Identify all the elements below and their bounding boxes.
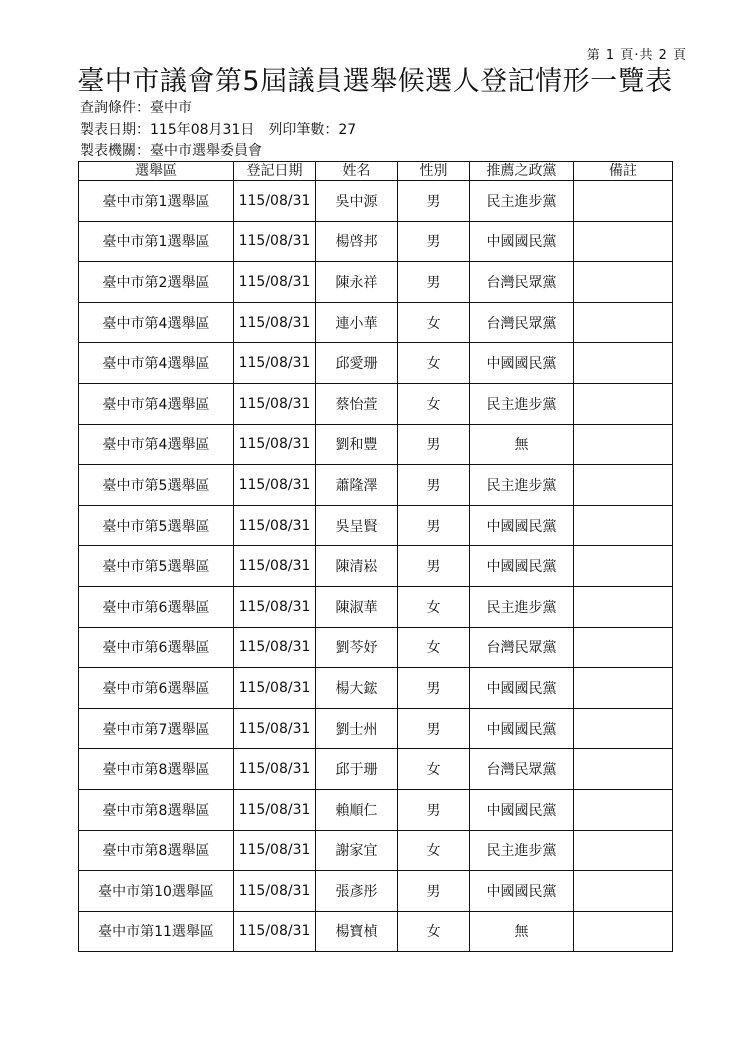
- cell-district: 臺中市第2選舉區: [79, 262, 234, 303]
- cell-note: [574, 383, 673, 424]
- cell-sex: 男: [398, 465, 470, 506]
- cell-sex: 男: [398, 708, 470, 749]
- issuing-agency: 製表機關：臺中市選舉委員會: [80, 143, 262, 159]
- cell-party: 民主進步黨: [470, 586, 574, 627]
- cell-district: 臺中市第1選舉區: [79, 221, 234, 262]
- cell-party: 無: [470, 424, 574, 465]
- cell-date: 115/08/31: [234, 505, 316, 546]
- cell-note: [574, 343, 673, 384]
- cell-sex: 男: [398, 181, 470, 222]
- cell-sex: 男: [398, 505, 470, 546]
- cell-note: [574, 708, 673, 749]
- cell-party: 中國國民黨: [470, 221, 574, 262]
- cell-date: 115/08/31: [234, 708, 316, 749]
- table-row: [79, 343, 673, 384]
- cell-date: 115/08/31: [234, 343, 316, 384]
- cell-district: 臺中市第10選舉區: [79, 871, 234, 912]
- cell-name: 劉芩妤: [316, 627, 398, 668]
- cell-note: [574, 668, 673, 709]
- cell-sex: 女: [398, 383, 470, 424]
- page-number: 第 1 頁‧共 2 頁: [586, 48, 687, 63]
- cell-name: 張彥彤: [316, 871, 398, 912]
- cell-district: 臺中市第4選舉區: [79, 383, 234, 424]
- table-row: [79, 181, 673, 222]
- table-row: [79, 627, 673, 668]
- cell-note: [574, 546, 673, 587]
- cell-sex: 男: [398, 424, 470, 465]
- cell-date: 115/08/31: [234, 911, 316, 952]
- cell-note: [574, 749, 673, 790]
- table-row: [79, 221, 673, 262]
- table-row: [79, 749, 673, 790]
- cell-name: 邱于珊: [316, 749, 398, 790]
- header-party: 推薦之政黨: [470, 162, 574, 181]
- table-row: [79, 708, 673, 749]
- table-row: [79, 789, 673, 830]
- cell-date: 115/08/31: [234, 627, 316, 668]
- report-date: 製表日期：115年08月31日: [80, 122, 255, 138]
- query-condition: 查詢條件：臺中市: [80, 100, 192, 116]
- cell-note: [574, 830, 673, 871]
- cell-party: 中國國民黨: [470, 871, 574, 912]
- cell-name: 陳永祥: [316, 262, 398, 303]
- cell-name: 蕭隆澤: [316, 465, 398, 506]
- cell-sex: 女: [398, 911, 470, 952]
- cell-name: 賴順仁: [316, 789, 398, 830]
- cell-party: 台灣民眾黨: [470, 749, 574, 790]
- cell-note: [574, 302, 673, 343]
- cell-date: 115/08/31: [234, 871, 316, 912]
- document-title: 臺中市議會第5屆議員選舉候選人登記情形一覽表: [77, 66, 673, 97]
- cell-note: [574, 221, 673, 262]
- cell-date: 115/08/31: [234, 465, 316, 506]
- cell-note: [574, 181, 673, 222]
- cell-date: 115/08/31: [234, 668, 316, 709]
- table-row: [79, 424, 673, 465]
- cell-sex: 男: [398, 262, 470, 303]
- cell-district: 臺中市第8選舉區: [79, 749, 234, 790]
- cell-date: 115/08/31: [234, 830, 316, 871]
- cell-district: 臺中市第5選舉區: [79, 465, 234, 506]
- cell-note: [574, 627, 673, 668]
- table-row: [79, 546, 673, 587]
- cell-name: 邱愛珊: [316, 343, 398, 384]
- table-row: [79, 830, 673, 871]
- cell-date: 115/08/31: [234, 424, 316, 465]
- table-row: [79, 911, 673, 952]
- cell-name: 蔡怡萱: [316, 383, 398, 424]
- cell-sex: 男: [398, 221, 470, 262]
- cell-party: 民主進步黨: [470, 181, 574, 222]
- table-header: [79, 162, 673, 181]
- cell-party: 中國國民黨: [470, 546, 574, 587]
- cell-name: 劉士州: [316, 708, 398, 749]
- cell-district: 臺中市第8選舉區: [79, 830, 234, 871]
- cell-note: [574, 505, 673, 546]
- cell-sex: 女: [398, 749, 470, 790]
- cell-date: 115/08/31: [234, 383, 316, 424]
- cell-note: [574, 586, 673, 627]
- cell-date: 115/08/31: [234, 546, 316, 587]
- cell-district: 臺中市第4選舉區: [79, 302, 234, 343]
- cell-name: 劉和豐: [316, 424, 398, 465]
- cell-district: 臺中市第1選舉區: [79, 181, 234, 222]
- cell-district: 臺中市第6選舉區: [79, 627, 234, 668]
- cell-sex: 男: [398, 668, 470, 709]
- cell-district: 臺中市第11選舉區: [79, 911, 234, 952]
- cell-sex: 女: [398, 586, 470, 627]
- cell-note: [574, 465, 673, 506]
- table-row: [79, 383, 673, 424]
- cell-name: 連小華: [316, 302, 398, 343]
- table-row: [79, 505, 673, 546]
- table-row: [79, 668, 673, 709]
- header-row: [79, 162, 673, 181]
- cell-date: 115/08/31: [234, 586, 316, 627]
- cell-sex: 女: [398, 627, 470, 668]
- cell-date: 115/08/31: [234, 262, 316, 303]
- cell-note: [574, 911, 673, 952]
- header-sex: 性別: [398, 162, 470, 181]
- cell-party: 台灣民眾黨: [470, 627, 574, 668]
- cell-date: 115/08/31: [234, 789, 316, 830]
- cell-note: [574, 789, 673, 830]
- cell-name: 陳清崧: [316, 546, 398, 587]
- cell-party: 台灣民眾黨: [470, 302, 574, 343]
- cell-sex: 女: [398, 302, 470, 343]
- cell-district: 臺中市第6選舉區: [79, 668, 234, 709]
- table-row: [79, 465, 673, 506]
- cell-note: [574, 871, 673, 912]
- cell-party: 民主進步黨: [470, 383, 574, 424]
- cell-party: 中國國民黨: [470, 708, 574, 749]
- cell-district: 臺中市第5選舉區: [79, 505, 234, 546]
- table-body: [79, 181, 673, 952]
- cell-name: 吳呈賢: [316, 505, 398, 546]
- cell-sex: 男: [398, 871, 470, 912]
- cell-district: 臺中市第7選舉區: [79, 708, 234, 749]
- cell-sex: 男: [398, 789, 470, 830]
- table-row: [79, 871, 673, 912]
- print-count: 列印筆數：27: [268, 122, 357, 138]
- cell-district: 臺中市第8選舉區: [79, 789, 234, 830]
- cell-date: 115/08/31: [234, 302, 316, 343]
- cell-name: 楊大鋐: [316, 668, 398, 709]
- cell-district: 臺中市第6選舉區: [79, 586, 234, 627]
- cell-party: 中國國民黨: [470, 343, 574, 384]
- cell-party: 中國國民黨: [470, 789, 574, 830]
- cell-sex: 男: [398, 546, 470, 587]
- header-district: 選舉區: [79, 162, 234, 181]
- cell-name: 楊寶楨: [316, 911, 398, 952]
- header-name: 姓名: [316, 162, 398, 181]
- header-note: 備註: [574, 162, 673, 181]
- table-row: [79, 302, 673, 343]
- header-date: 登記日期: [234, 162, 316, 181]
- cell-district: 臺中市第5選舉區: [79, 546, 234, 587]
- table-row: [79, 586, 673, 627]
- candidate-table: [78, 161, 673, 952]
- cell-party: 中國國民黨: [470, 505, 574, 546]
- cell-party: 無: [470, 911, 574, 952]
- cell-sex: 女: [398, 343, 470, 384]
- cell-note: [574, 262, 673, 303]
- cell-party: 民主進步黨: [470, 830, 574, 871]
- cell-party: 台灣民眾黨: [470, 262, 574, 303]
- cell-party: 民主進步黨: [470, 465, 574, 506]
- cell-sex: 女: [398, 830, 470, 871]
- cell-name: 吳中源: [316, 181, 398, 222]
- cell-party: 中國國民黨: [470, 668, 574, 709]
- table-row: [79, 262, 673, 303]
- cell-district: 臺中市第4選舉區: [79, 424, 234, 465]
- cell-name: 陳淑華: [316, 586, 398, 627]
- cell-date: 115/08/31: [234, 749, 316, 790]
- cell-name: 楊啓邦: [316, 221, 398, 262]
- cell-district: 臺中市第4選舉區: [79, 343, 234, 384]
- report-info-line: [80, 120, 356, 140]
- cell-name: 謝家宜: [316, 830, 398, 871]
- cell-date: 115/08/31: [234, 181, 316, 222]
- cell-note: [574, 424, 673, 465]
- cell-date: 115/08/31: [234, 221, 316, 262]
